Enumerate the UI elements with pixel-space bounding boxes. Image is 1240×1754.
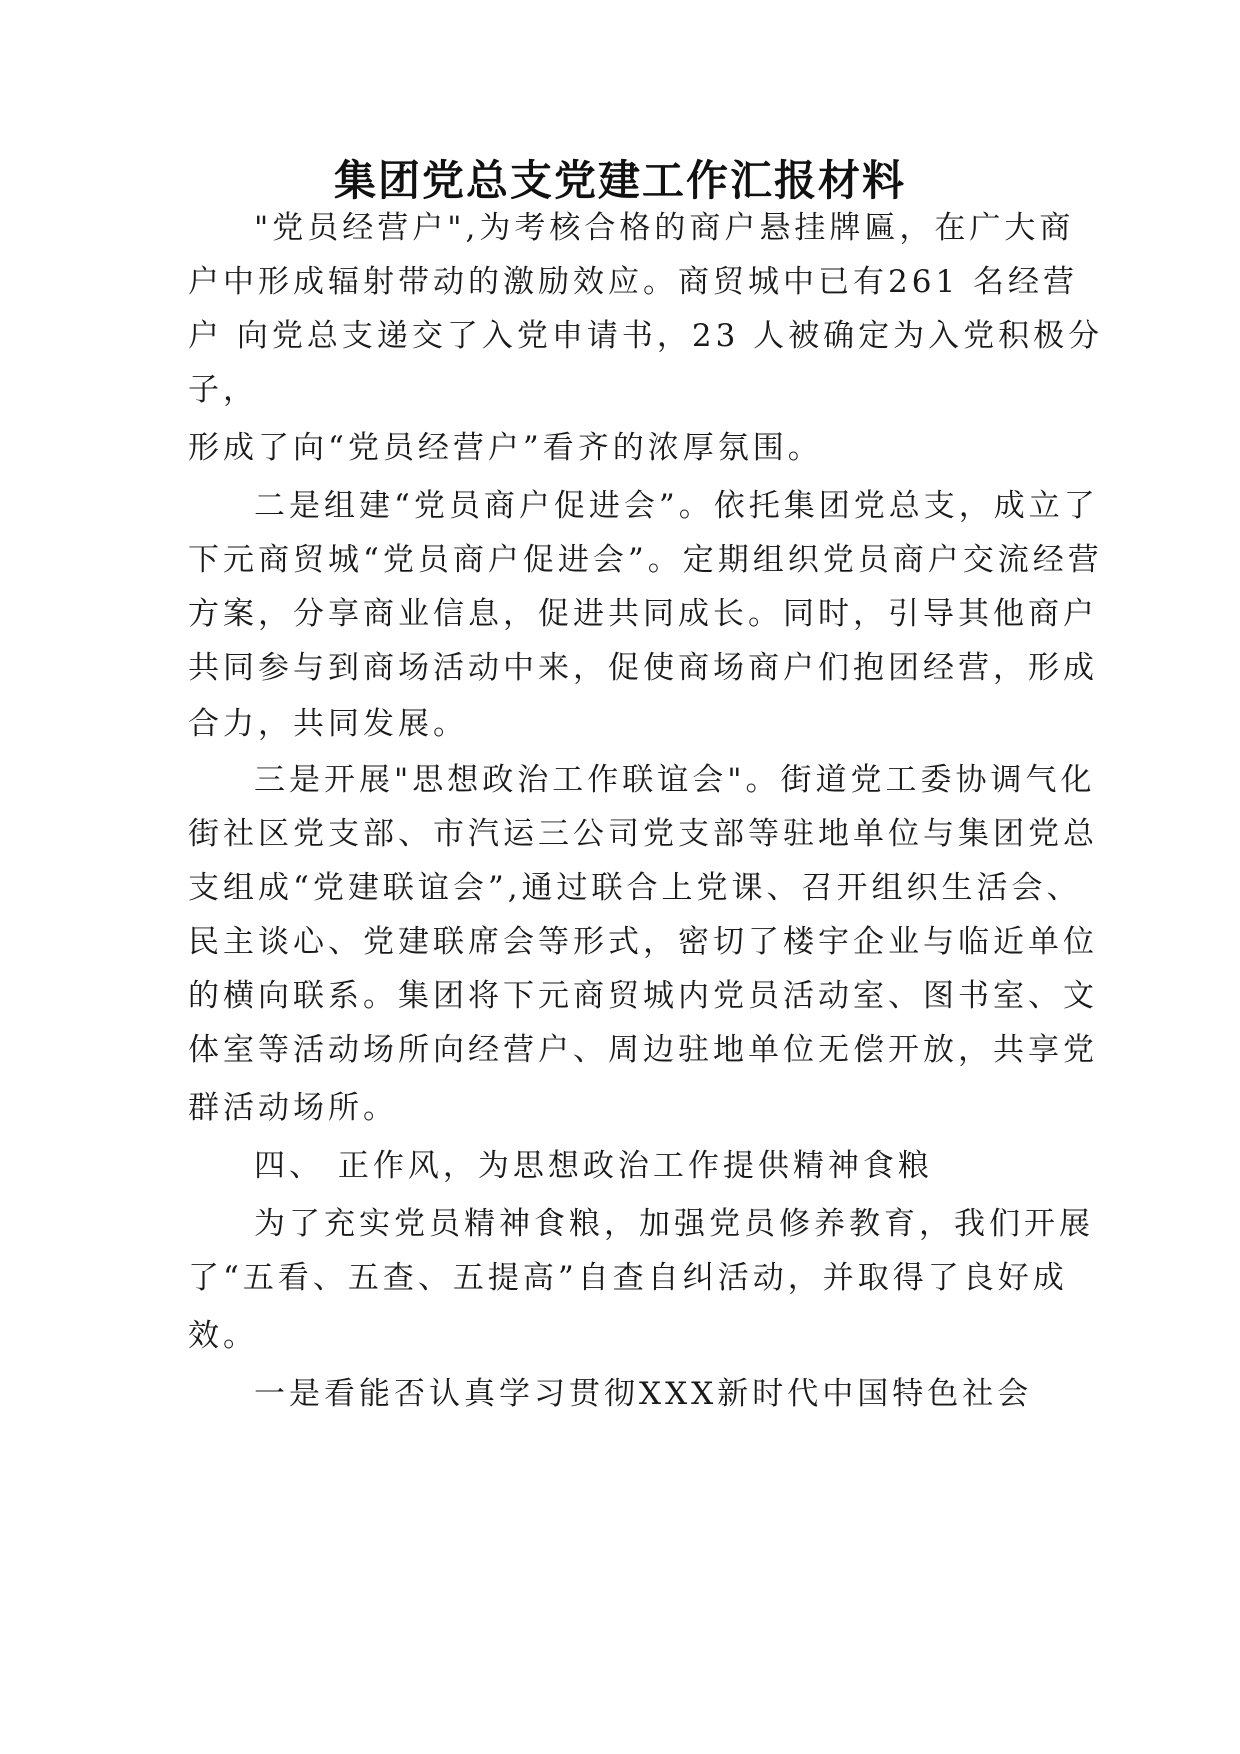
text-line: 共同参与到商场活动中来，促使商场商户们抱团经营，形成: [188, 650, 1098, 686]
text-line: 子，: [188, 372, 258, 408]
text-line: 为了充实党员精神食粮，加强党员修养教育，我们开展: [254, 1206, 1094, 1242]
text-line: 三是开展"思想政治工作联谊会"。街道党工委协调气化: [254, 762, 1096, 798]
text-line: 民主谈心、党建联席会等形式，密切了楼宇企业与临近单位: [188, 924, 1098, 960]
text-line: 下元商贸城“党员商户促进会”。定期组织党员商户交流经营: [188, 542, 1103, 578]
text-line: 二是组建“党员商户促进会”。依托集团党总支，成立了: [254, 488, 1099, 524]
text-line: 效。: [188, 1318, 258, 1354]
document-title: 集团党总支党建工作汇报材料: [333, 156, 906, 205]
text-line: 支组成“党建联谊会”,通过联合上党课、召开组织生活会、: [188, 870, 1082, 906]
text-line: 合力，共同发展。: [188, 706, 468, 742]
text-line: "党员经营户",为考核合格的商户悬挂牌匾，在广大商: [254, 210, 1075, 246]
text-line: 体室等活动场所向经营户、周边驻地单位无偿开放，共享党: [188, 1032, 1098, 1068]
text-line: 群活动场所。: [188, 1090, 398, 1126]
text-line: 的横向联系。集团将下元商贸城内党员活动室、图书室、文: [188, 978, 1098, 1014]
text-line: 形成了向“党员经营户”看齐的浓厚氛围。: [188, 430, 823, 466]
text-line: 户中形成辐射带动的激励效应。商贸城中已有261 名经营: [188, 264, 1079, 300]
text-line: 方案，分享商业信息，促进共同成长。同时，引导其他商户: [188, 596, 1098, 632]
text-line: 户 向党总支递交了入党申请书，23 人被确定为入党积极分: [188, 318, 1104, 354]
text-line: 了“五看、五查、五提高”自查自纠活动，并取得了良好成: [188, 1260, 1068, 1296]
text-line: 一是看能否认真学习贯彻XXX新时代中国特色社会: [254, 1376, 1033, 1412]
section-heading: 四、 正作风，为思想政治工作提供精神食粮: [254, 1148, 933, 1184]
text-line: 街社区党支部、市汽运三公司党支部等驻地单位与集团党总: [188, 816, 1098, 852]
